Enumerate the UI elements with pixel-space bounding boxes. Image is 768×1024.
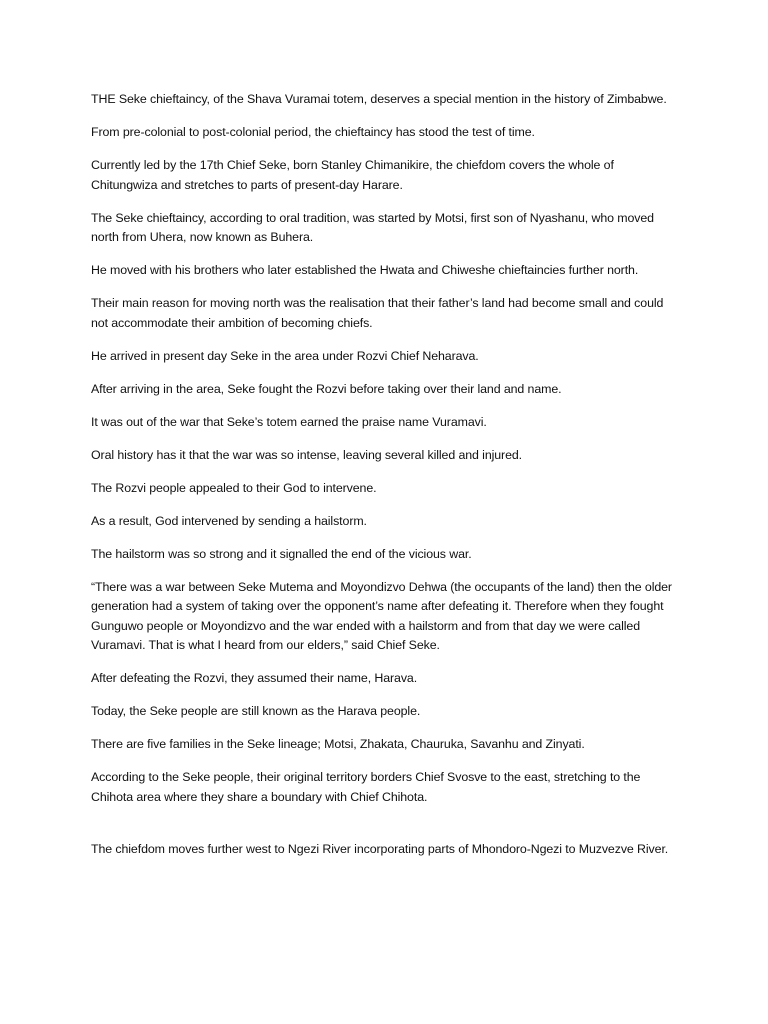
paragraph-17: There are five families in the Seke lineage; Motsi, Zhakata, Chauruka, Savanhu and Zinyati. (91, 737, 585, 752)
paragraph-2: From pre-colonial to post-colonial period, the chieftaincy has stood the test of time. (91, 124, 535, 139)
paragraph-8: After arriving in the area, Seke fought the Rozvi before taking over their land and name. (91, 381, 562, 396)
paragraph-11: The Rozvi people appealed to their God to intervene. (91, 480, 377, 495)
document-body (91, 90, 681, 873)
paragraph-3: Currently led by the 17th Chief Seke, born Stanley Chimanikire, the chiefdom covers the whole of Chitungwiza and stretches to parts of present-day Harare. (91, 157, 614, 192)
paragraph-10: Oral history has it that the war was so intense, leaving several killed and injured. (91, 447, 523, 462)
paragraph-6: Their main reason for moving north was the realisation that their father’s land had become small and could not accommodate their ambition of becoming chiefs. (91, 296, 664, 330)
paragraph-7: He arrived in present day Seke in the area under Rozvi Chief Neharava. (91, 348, 479, 363)
paragraph-5: He moved with his brothers who later established the Hwata and Chiweshe chieftaincies further north. (91, 263, 639, 278)
paragraph-13: The hailstorm was so strong and it signalled the end of the vicious war. (91, 546, 472, 561)
paragraph-14-quote: “There was a war between Seke Mutema and Moyondizvo Dehwa (the occupants of the land) then the older generation had a system of taking over the opponent’s name after defeating it. Therefore when they fought Gunguwo people or Moyondizvo and the war ended with a hailstorm and from that day we were called Vuramavi. That is what I heard from our elders,” said Chief Seke. (91, 579, 672, 653)
paragraph-16: Today, the Seke people are still known as the Harava people. (91, 704, 421, 719)
paragraph-15: After defeating the Rozvi, they assumed their name, Harava. (91, 671, 418, 686)
paragraph-12: As a result, God intervened by sending a hailstorm. (91, 513, 367, 528)
paragraph-1: THE Seke chieftaincy, of the Shava Vuramai totem, deserves a special mention in the history of Zimbabwe. (91, 92, 667, 106)
paragraph-4: The Seke chieftaincy, according to oral tradition, was started by Motsi, first son of Nyashanu, who moved north from Uhera, now known as Buhera. (91, 210, 654, 245)
paragraph-9: It was out of the war that Seke’s totem earned the praise name Vuramavi. (91, 414, 487, 429)
paragraph-18: According to the Seke people, their original territory borders Chief Svosve to the east, stretching to the Chihota area where they share a boundary with Chief Chihota. (91, 770, 641, 804)
paragraph-19: The chiefdom moves further west to Ngezi River incorporating parts of Mhondoro-Ngezi to Muzvezve River. (91, 842, 669, 857)
